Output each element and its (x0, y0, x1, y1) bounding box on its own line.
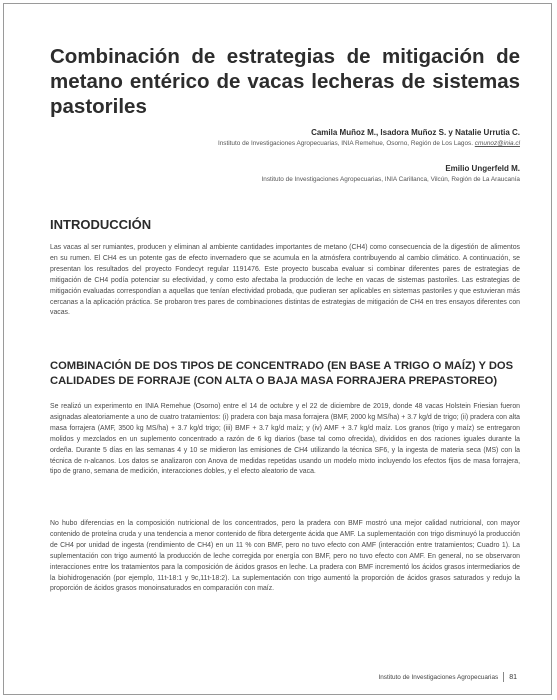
author-names: Emilio Ungerfeld M. (445, 164, 520, 173)
author-affiliation: Instituto de Investigaciones Agropecuarias, INIA Carillanca, Vilcún, Región de La Araucanía (261, 176, 520, 183)
page-footer (378, 672, 517, 682)
footer-divider (503, 672, 504, 682)
methods-paragraph: Se realizó un experimento en INIA Remehue (Osorno) entre el 14 de octubre y el 22 de diciembre de 2019, donde 48 vacas Holstein Friesian fueron asignadas aleatoriamente a uno de cuatro tratamientos: (i) pradera con baja masa forrajera (BMF, 2000 kg MS/ha) + 3.7 kg/d de trigo; (ii) pradera con alta masa forrajera (AMF, 3500 kg MS/ha) + 3.7 kg/d trigo; (iii) BMF + 3.7 kg/d maíz; y (iv) AMF + 3.7 kg/d maíz. Los granos (trigo y maíz) se entregaron molidos y mezclados en un suplemento concentrado a razón de 6 kg diarios (base tal como ofrecida), divididos en dos raciones iguales durante la ordeña. Durante 5 días en las semanas 4 y 10 se midieron las emisiones de CH4 utilizando la técnica SF6, y la ingesta de materia seca (MS) con la técnica de n-alcanos. Los datos se analizaron con Anova de medidas repetidas usando un modelo mixto incluyendo los efectos fijos de masa forrajera, tipo de grano, semana de medición, interacciones dobles, y el efecto aleatorio de vaca. (50, 403, 520, 476)
author-block-1 (60, 127, 520, 149)
author-affiliation (60, 139, 520, 149)
section-heading-combinacion: COMBINACIÓN DE DOS TIPOS DE CONCENTRADO (EN BASE A TRIGO O MAÍZ) Y DOS CALIDADES DE FORRAJE (CON ALTA O BAJA MASA FORRAJERA PREPASTOREO) (50, 360, 514, 387)
affiliation-text: Instituto de Investigaciones Agropecuarias, INIA Remehue, Osorno, Región de Los Lagos. (217, 140, 474, 147)
article-title: Combinación de estrategias de mitigación de metano entérico de vacas lecheras de sistemas pastoriles (50, 45, 520, 118)
intro-paragraph: Las vacas al ser rumiantes, producen y eliminan al ambiente cantidades importantes de metano (CH4) como consecuencia de la digestión de alimentos en su rumen. El CH4 es un potente gas de efecto invernadero que se acumula en la atmósfera contribuyendo al cambio climático. A continuación, se presentan los resultados del proyecto Fondecyt regular 1191476. Este proyecto buscaba evaluar si combinar diferentes pares de estrategias de mitigación de CH4 podía potenciar su efectividad, y como esto afectaba la producción de leche en vacas de sistemas pastoriles. Las estrategias de mitigación evaluadas correspondían a aquellas que tenían efectividad probada, que pudieran ser aplicables en sistemas pastoriles y que estuvieran más cercanas a la aplicación práctica. Se probaron tres pares de combinaciones distintas de estrategias de mitigación de CH4 en tres ensayos diferentes con vacas. (50, 244, 520, 317)
author-block-2 (60, 163, 520, 185)
page-number: 81 (509, 673, 517, 681)
footer-institution: Instituto de Investigaciones Agropecuarias (378, 673, 499, 681)
author-names: Camila Muñoz M., Isadora Muñoz S. y Natalie Urrutia C. (311, 128, 520, 137)
section-heading-introduccion: INTRODUCCIÓN (50, 217, 152, 232)
author-email-link[interactable]: cmunoz@inia.cl (474, 140, 520, 147)
results-paragraph: No hubo diferencias en la composición nutricional de los concentrados, pero la pradera con BMF mostró una mejor calidad nutricional, con mayor contenido de proteína cruda y una tendencia a menor contenido de fibra detergente ácida que AMF. La suplementación con trigo disminuyó la producción de CH4 por unidad de ingesta (rendimiento de CH4) en un 11 % con BMF, pero no tuvo efecto con AMF (interacción entre tratamientos; Cuadro 1). La suplementación con trigo aumentó la producción de leche corregida por energía con BMF, pero no tuvo efecto con AMF. En general, no se observaron interacciones entre los tratamientos para la composición de ácidos grasos en leche. La pradera con BMF incrementó los ácidos grasos intermediarios de la biohidrogenación (por ejemplo, 11t-18:1 y 9c,11t-18:2). La suplementación con trigo aumentó la proporción de ácidos grasos saturados y redujo la proporción de ácidos grasos monoinsaturados en comparación con maíz. (50, 520, 520, 593)
